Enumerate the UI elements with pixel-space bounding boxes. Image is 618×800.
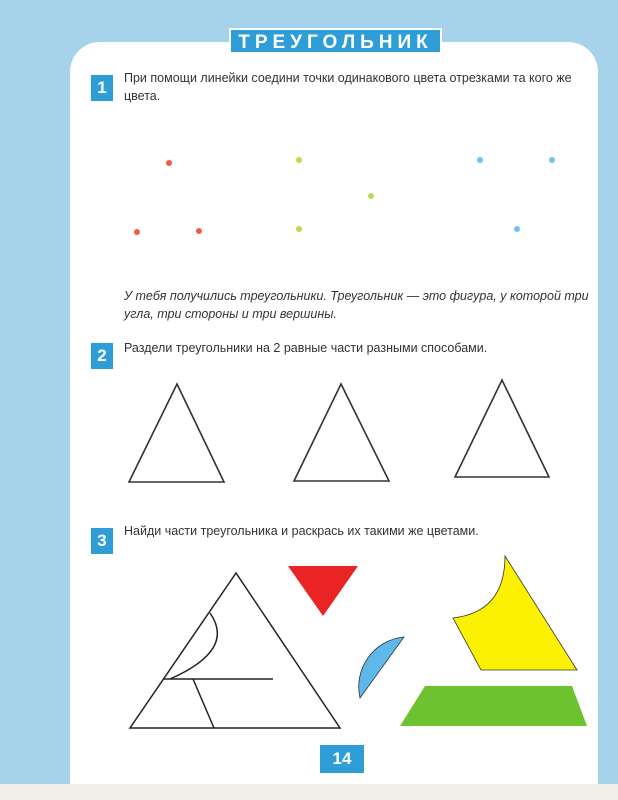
big-triangle-split-line — [193, 679, 214, 728]
task-1-number: 1 — [91, 75, 113, 101]
task-3-text: Найди части треугольника и раскрась их такими же цветами. — [124, 524, 479, 538]
red-triangle-piece[interactable] — [288, 566, 358, 616]
yellow-piece[interactable] — [453, 556, 577, 670]
page-title: ТРЕУГОЛЬНИК — [229, 28, 442, 54]
green-trapezoid-piece[interactable] — [400, 686, 587, 726]
task-1-text: При помощи линейки соедини точки одинакового цвета отрезками та кого же цвета. — [124, 71, 572, 103]
task-3-number: 3 — [91, 528, 113, 554]
task-2-number: 2 — [91, 343, 113, 369]
task-2-text: Раздели треугольники на 2 равные части разными способами. — [124, 341, 488, 355]
blue-semicircle-piece[interactable] — [359, 637, 404, 698]
definition-text: У тебя получились треугольники. Треугольник — это фигура, у которой три угла, три стороны и три вершины. — [124, 289, 589, 321]
big-triangle[interactable] — [130, 573, 340, 728]
page-number: 14 — [320, 745, 364, 773]
big-triangle-arc — [170, 613, 217, 679]
